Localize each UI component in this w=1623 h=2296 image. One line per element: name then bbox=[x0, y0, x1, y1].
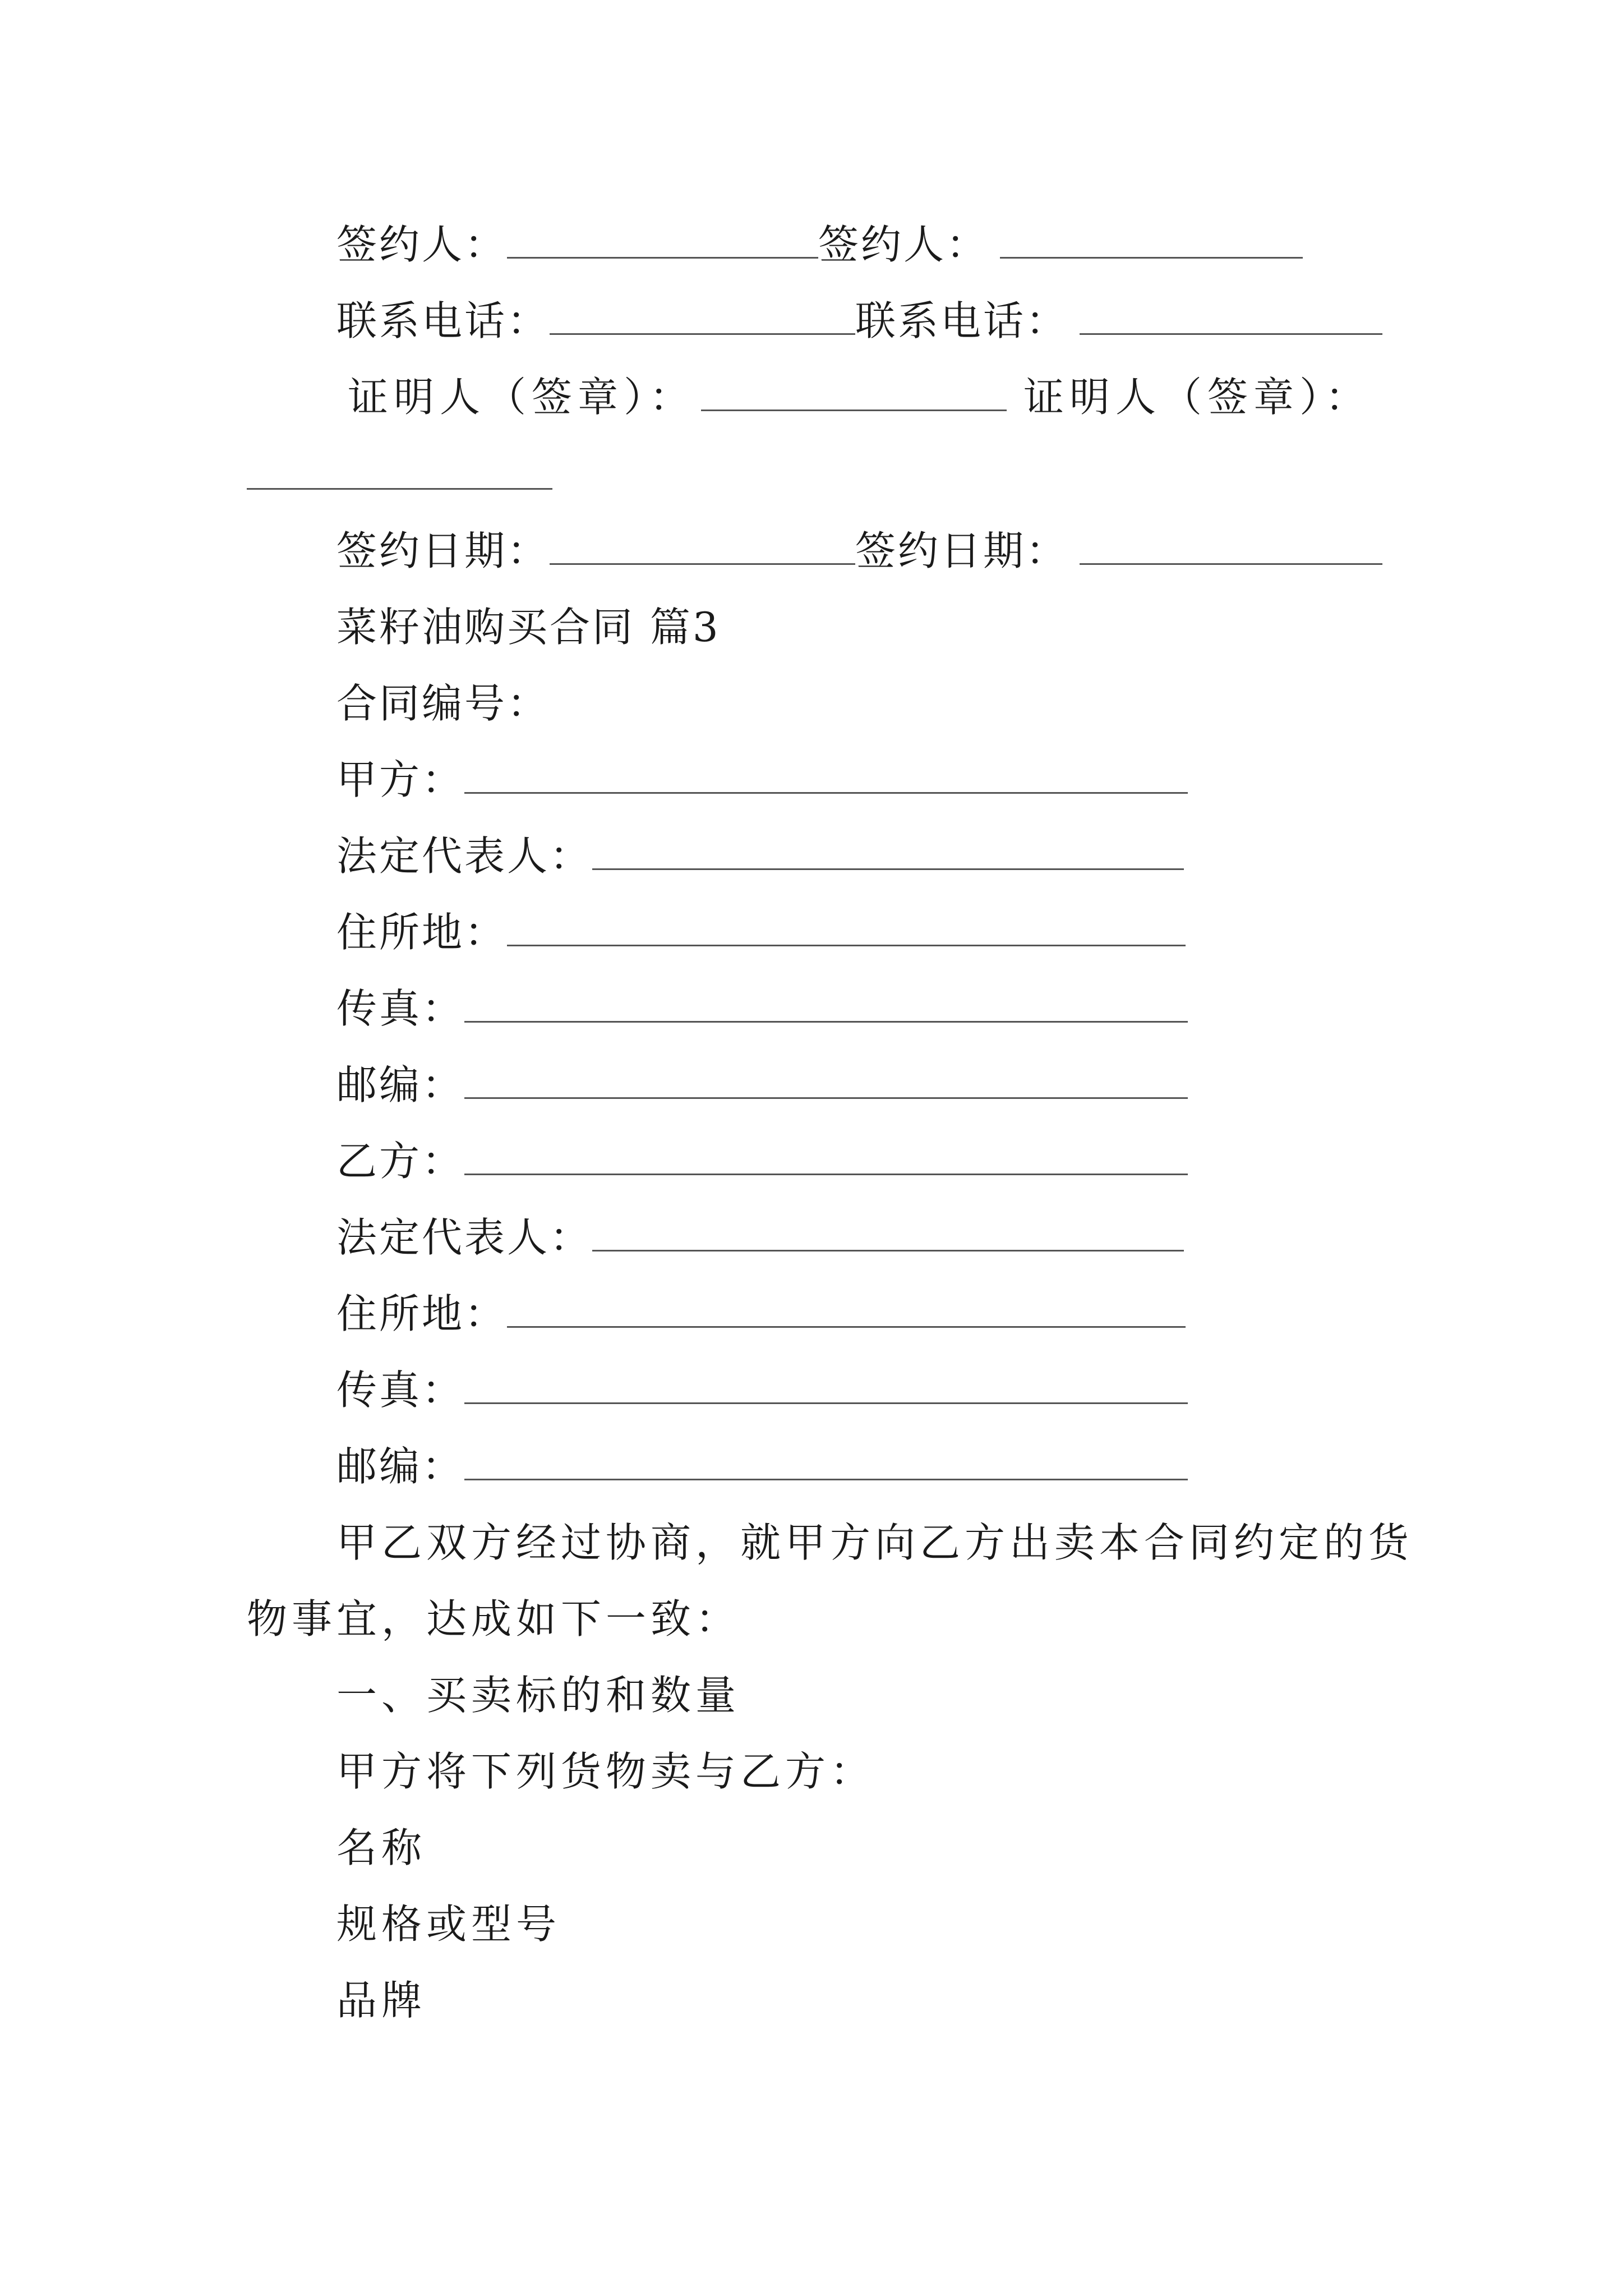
party-a-postcode-row bbox=[336, 1058, 1188, 1112]
party-a-rep-field[interactable] bbox=[592, 835, 1184, 870]
clause-1-text: 甲方将下列货物卖与乙方： bbox=[336, 1748, 875, 1795]
clause-1-heading: 一、买卖标的和数量 bbox=[336, 1672, 741, 1719]
party-a-fax-row bbox=[336, 982, 1188, 1036]
item-brand-label: 品牌 bbox=[336, 1977, 427, 2024]
witness-field-a[interactable] bbox=[701, 376, 1007, 411]
party-b-postcode-row bbox=[336, 1439, 1188, 1493]
intro-paragraph-line-1: 甲乙双方经过协商，就甲方向乙方出卖本合同约定的货 bbox=[336, 1519, 1414, 1566]
signer-label-b: 签约人： bbox=[818, 221, 989, 268]
party-b-fax-field[interactable] bbox=[464, 1369, 1188, 1404]
party-a-address-field[interactable] bbox=[507, 911, 1186, 946]
signer-field-a[interactable] bbox=[507, 223, 818, 259]
party-b-field[interactable] bbox=[464, 1140, 1188, 1175]
party-b-postcode-label: 邮编： bbox=[336, 1443, 465, 1490]
contract-number-label: 合同编号： bbox=[336, 680, 550, 727]
date-row bbox=[336, 524, 1382, 578]
party-b-label: 乙方： bbox=[336, 1138, 465, 1185]
party-b-rep-label: 法定代表人： bbox=[336, 1214, 593, 1261]
phone-label-b: 联系电话： bbox=[855, 297, 1069, 344]
signer-row bbox=[336, 218, 1303, 272]
party-a-rep-row bbox=[336, 829, 1184, 883]
witness-label-b: 证明人（签章）： bbox=[1023, 374, 1372, 421]
party-b-rep-field[interactable] bbox=[592, 1216, 1184, 1251]
witness-row bbox=[348, 370, 1371, 424]
date-label-a: 签约日期： bbox=[336, 527, 550, 574]
party-b-row bbox=[336, 1134, 1188, 1188]
party-a-postcode-field[interactable] bbox=[464, 1064, 1188, 1099]
party-a-fax-label: 传真： bbox=[336, 985, 465, 1032]
party-a-rep-label: 法定代表人： bbox=[336, 832, 593, 880]
signer-label-a: 签约人： bbox=[336, 221, 508, 268]
date-field-b[interactable] bbox=[1080, 530, 1382, 565]
party-b-fax-label: 传真： bbox=[336, 1366, 465, 1414]
party-b-address-field[interactable] bbox=[507, 1292, 1186, 1328]
section-title: 菜籽油购买合同 篇3 bbox=[336, 604, 721, 651]
party-a-address-label: 住所地： bbox=[336, 909, 508, 956]
party-a-postcode-label: 邮编： bbox=[336, 1061, 465, 1108]
intro-paragraph-line-2: 物事宜，达成如下一致： bbox=[247, 1595, 741, 1642]
party-b-address-row bbox=[336, 1287, 1186, 1341]
signer-field-b[interactable] bbox=[1000, 223, 1303, 259]
party-b-fax-row bbox=[336, 1363, 1188, 1417]
party-a-row bbox=[336, 753, 1188, 807]
item-name-label: 名称 bbox=[336, 1824, 427, 1871]
party-a-label: 甲方： bbox=[336, 756, 465, 803]
date-field-a[interactable] bbox=[550, 530, 855, 565]
party-a-field[interactable] bbox=[464, 758, 1188, 794]
party-a-fax-field[interactable] bbox=[464, 987, 1188, 1023]
witness-field-b[interactable] bbox=[247, 488, 552, 490]
party-b-rep-row bbox=[336, 1211, 1184, 1264]
party-b-postcode-field[interactable] bbox=[464, 1445, 1188, 1480]
phone-field-a[interactable] bbox=[550, 300, 855, 335]
phone-row bbox=[336, 294, 1382, 348]
phone-field-b[interactable] bbox=[1080, 300, 1382, 335]
witness-label-a: 证明人（签章）： bbox=[348, 374, 696, 421]
date-label-b: 签约日期： bbox=[855, 527, 1069, 574]
item-spec-label: 规格或型号 bbox=[336, 1901, 561, 1948]
party-a-address-row bbox=[336, 905, 1186, 959]
phone-label-a: 联系电话： bbox=[336, 297, 550, 344]
party-b-address-label: 住所地： bbox=[336, 1290, 508, 1337]
